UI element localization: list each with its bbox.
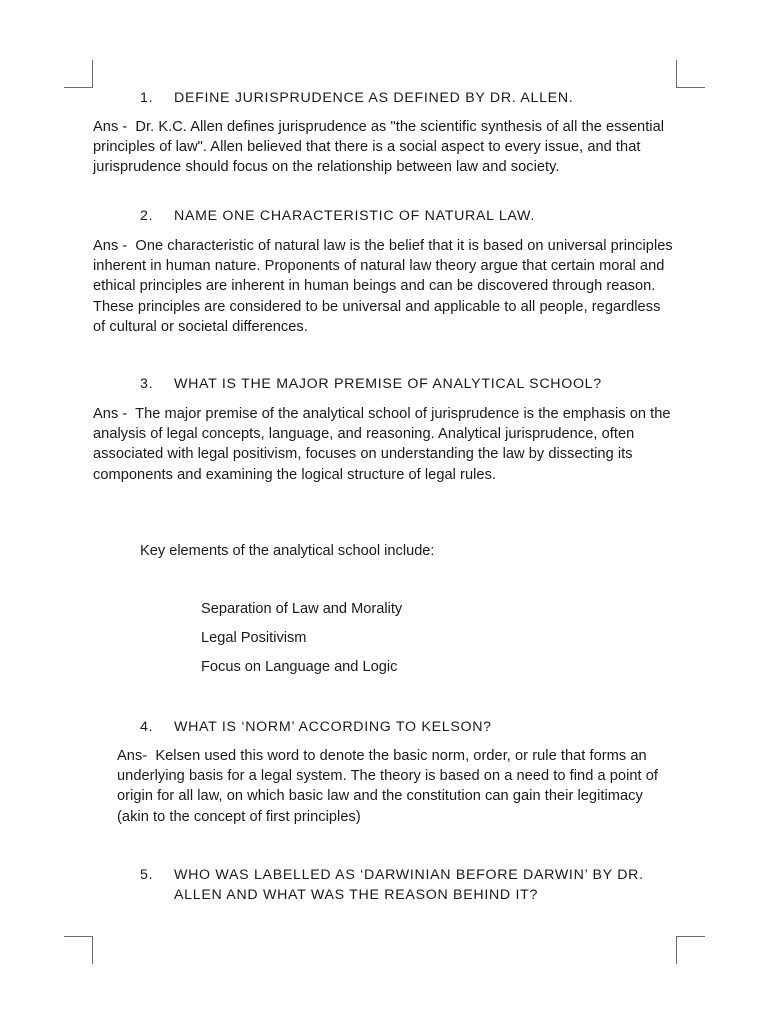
answer-text: The major premise of the analytical school of jurisprudence is the emphasis on the analysis of legal concepts, language, and reasoning. Analytical jurisprudence, often associated with legal positivism, focuses on understanding the law by dissecting its components and examining the logical structure of legal rules. bbox=[93, 406, 671, 483]
key-element-item: Legal Positivism bbox=[201, 630, 307, 646]
question-2 bbox=[140, 206, 680, 226]
answer-label: Ans - bbox=[93, 119, 128, 135]
question-number: 3. bbox=[140, 376, 154, 392]
question-number: 2. bbox=[140, 208, 154, 224]
question-4 bbox=[140, 717, 680, 737]
crop-mark-top-left-horizontal bbox=[64, 87, 93, 88]
answer-1 bbox=[93, 117, 673, 178]
question-number: 5. bbox=[140, 867, 154, 883]
key-element-item: Separation of Law and Morality bbox=[201, 601, 403, 617]
question-number: 1. bbox=[140, 90, 154, 106]
crop-mark-bottom-left-vertical bbox=[92, 936, 93, 964]
answer-text: Kelsen used this word to denote the basic norm, order, or rule that forms an underlying basis for a legal system. The theory is based on a need to find a point of origin for all law, on which basic law and the constitution can gain their legitimacy (akin to the concept of first principles) bbox=[117, 748, 659, 825]
question-text: WHAT IS THE MAJOR PREMISE OF ANALYTICAL SCHOOL? bbox=[174, 376, 602, 392]
crop-mark-bottom-right-vertical bbox=[676, 936, 677, 964]
key-element-item: Focus on Language and Logic bbox=[201, 659, 398, 675]
answer-label: Ans- bbox=[117, 748, 148, 764]
question-number: 4. bbox=[140, 719, 154, 735]
answer-text: One characteristic of natural law is the belief that it is based on universal principles inherent in human nature. Proponents of natural law theory argue that certain moral and ethical principles are inherent in human beings and can be discovered through reason. These principles are considered to be universal and applicable to all people, regardless of cultural or societal differences. bbox=[93, 238, 673, 335]
crop-mark-top-right-vertical bbox=[676, 60, 677, 88]
answer-4 bbox=[117, 746, 675, 827]
question-text: NAME ONE CHARACTERISTIC OF NATURAL LAW. bbox=[174, 208, 536, 224]
question-text: WHO WAS LABELLED AS ‘DARWINIAN BEFORE DARWIN’ BY DR. ALLEN AND WHAT WAS THE REASON BEHIND IT? bbox=[174, 867, 644, 903]
crop-mark-bottom-left-horizontal bbox=[64, 936, 93, 937]
question-text: DEFINE JURISPRUDENCE AS DEFINED BY DR. ALLEN. bbox=[174, 90, 574, 106]
question-1 bbox=[140, 88, 680, 108]
question-3 bbox=[140, 374, 680, 394]
key-elements-heading: Key elements of the analytical school include: bbox=[140, 543, 435, 559]
question-5 bbox=[140, 865, 680, 905]
crop-mark-top-left-vertical bbox=[92, 60, 93, 88]
crop-mark-bottom-right-horizontal bbox=[676, 936, 705, 937]
answer-label: Ans - bbox=[93, 406, 128, 422]
answer-3 bbox=[93, 404, 673, 485]
answer-2 bbox=[93, 236, 673, 337]
crop-mark-top-right-horizontal bbox=[676, 87, 705, 88]
answer-label: Ans - bbox=[93, 238, 128, 254]
question-text: WHAT IS ‘NORM’ ACCORDING TO KELSON? bbox=[174, 719, 492, 735]
answer-text: Dr. K.C. Allen defines jurisprudence as "the scientific synthesis of all the essential principles of law". Allen believed that there is a social aspect to every issue, and that jurisprudence should focus on the relationship between law and society. bbox=[93, 119, 665, 176]
